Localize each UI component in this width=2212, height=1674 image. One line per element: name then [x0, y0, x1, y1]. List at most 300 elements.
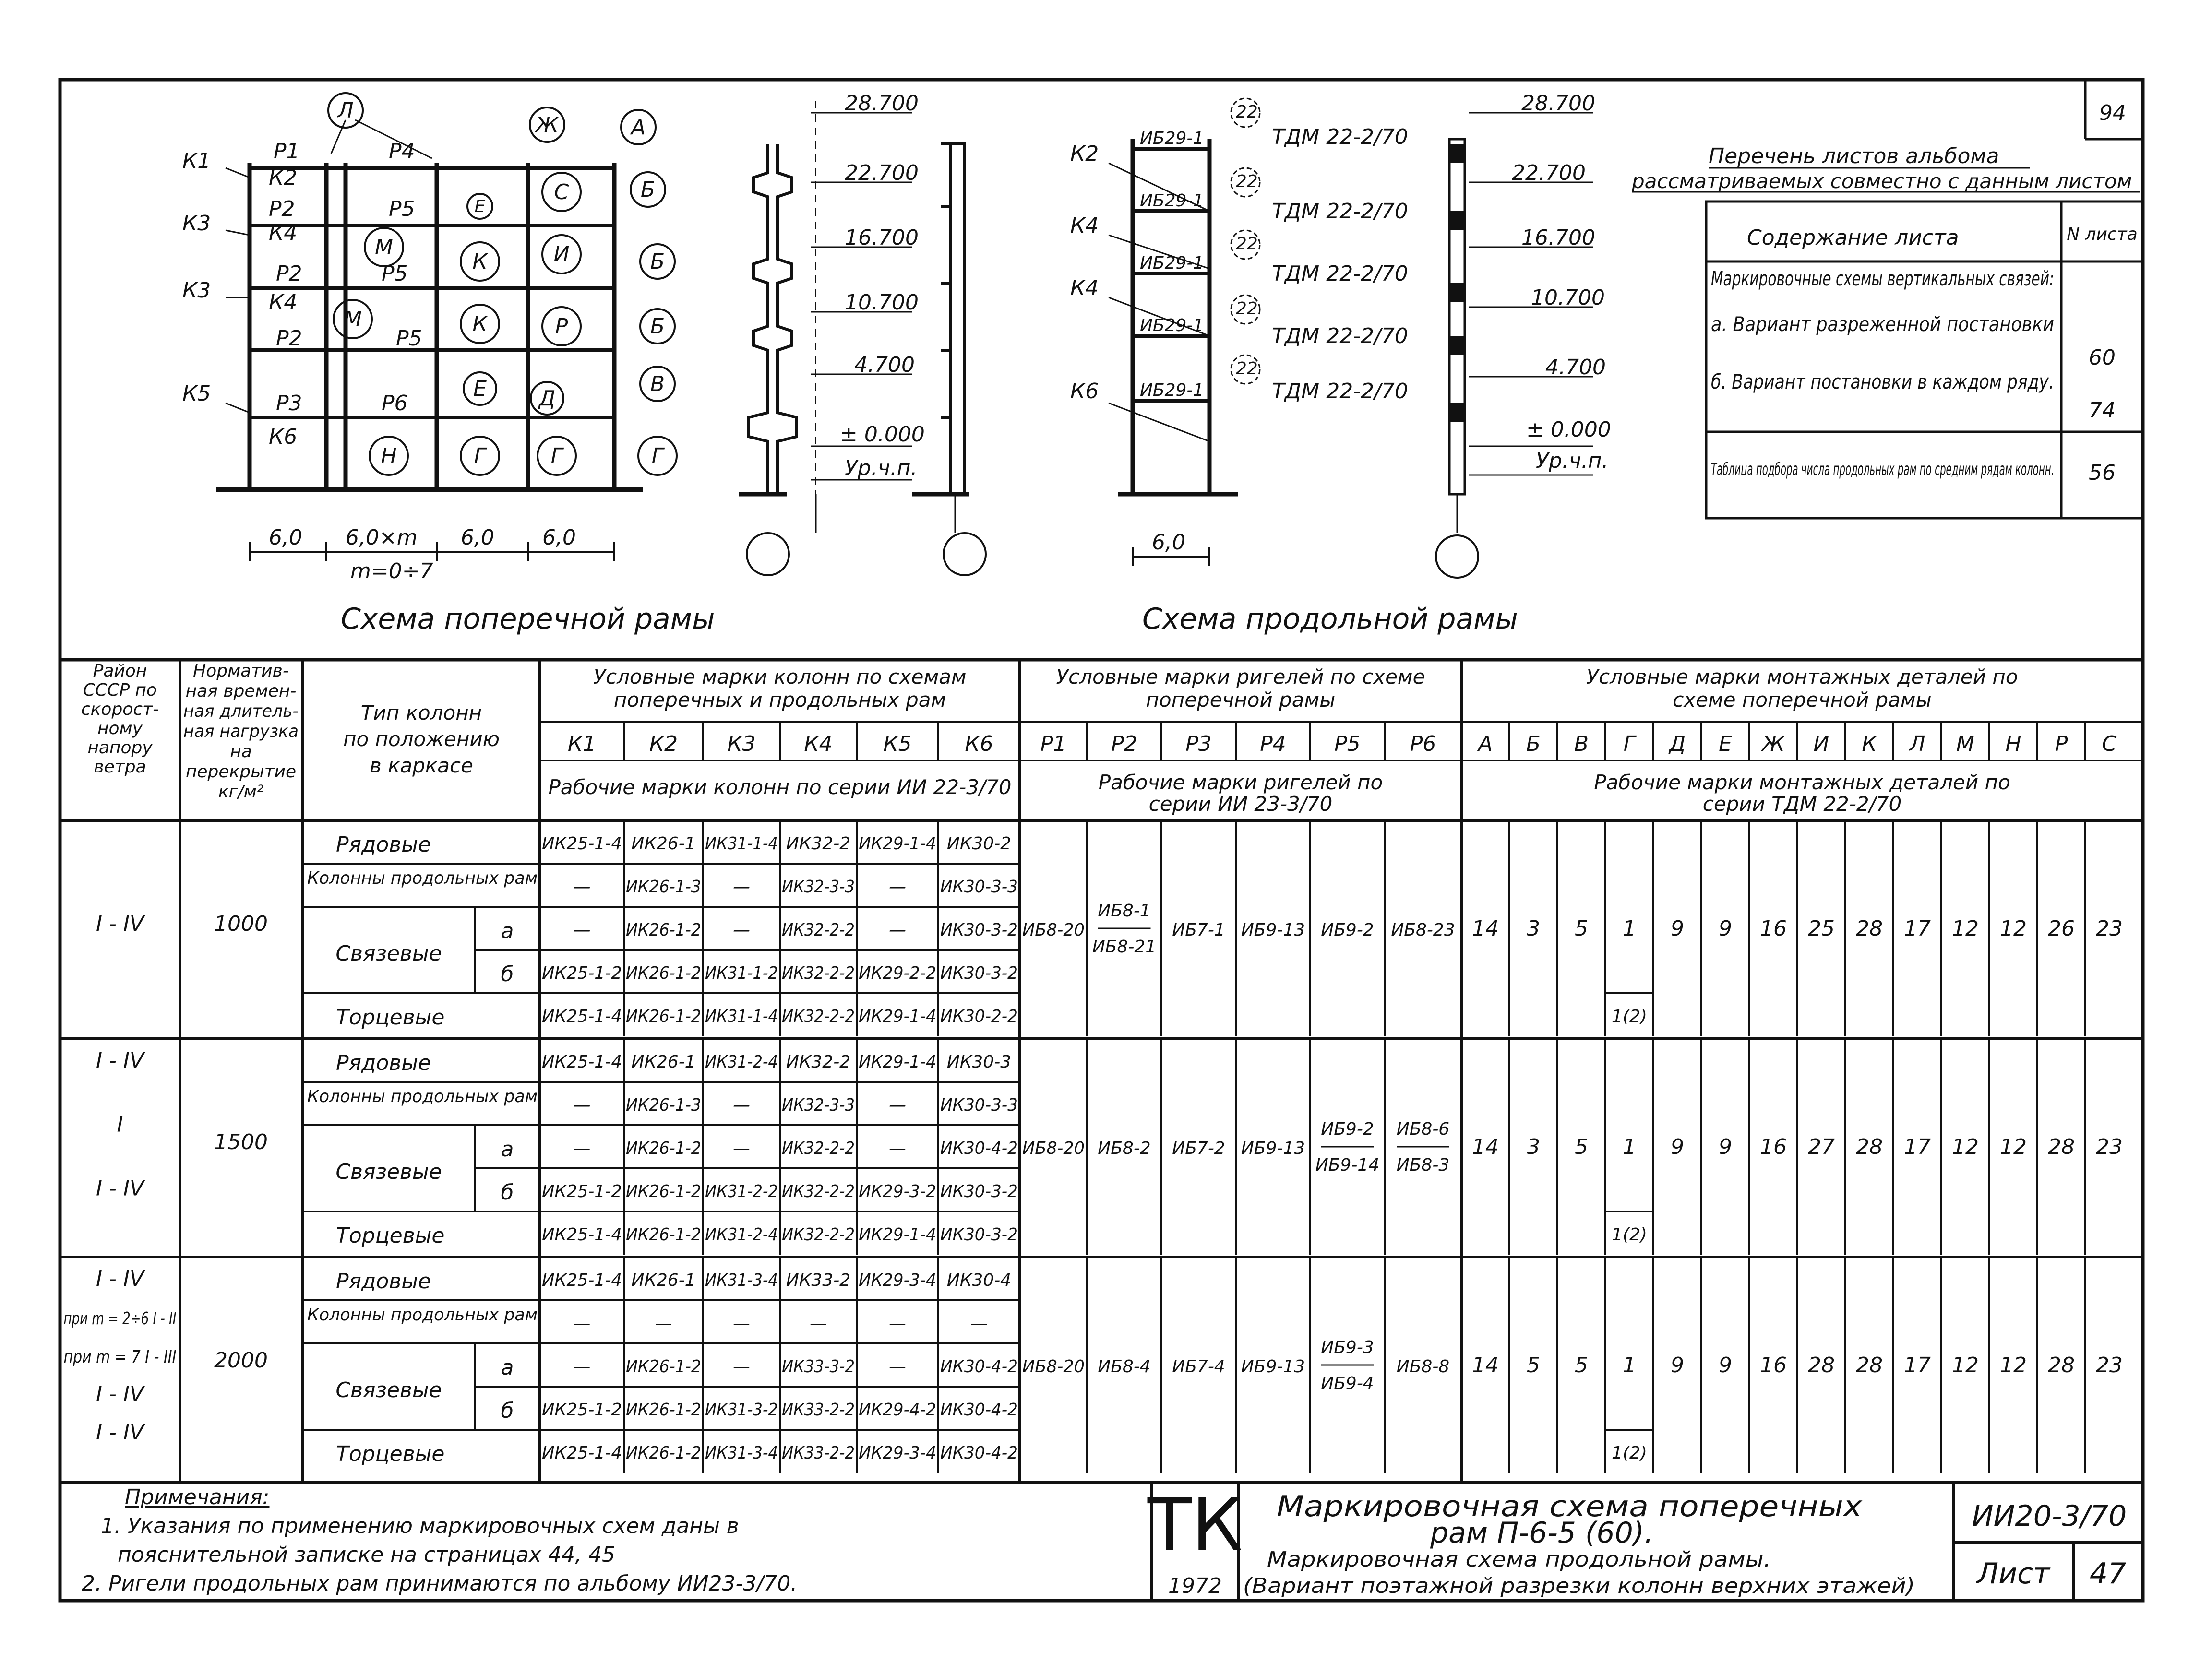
column-work-mark: ИК25-1-4	[542, 834, 622, 854]
type-sub-b: б	[501, 962, 514, 986]
column-work-mark: ИК25-1-4	[542, 1052, 622, 1072]
column-work-mark: ИК32-3-3	[782, 1095, 855, 1115]
long-beam-2: ИБ29-1	[1140, 191, 1204, 211]
detail-work-mark: 5	[1575, 1135, 1588, 1159]
level-28700: 28.700	[845, 91, 919, 116]
beam-label-p6: Р6	[382, 391, 408, 416]
node-m1: М	[375, 235, 393, 260]
column-work-mark: ИК31-1-4	[705, 1007, 778, 1026]
detail-mark: И	[1813, 732, 1829, 756]
column-label-k2: К2	[269, 166, 298, 190]
column-work-mark: —	[733, 877, 750, 897]
type-sub-b: б	[501, 1399, 514, 1423]
column-work-mark: ИК32-2-2	[782, 1139, 855, 1158]
wind-region: I - IV	[96, 1420, 144, 1445]
column-work-mark: ИК30-4-2	[940, 1357, 1018, 1377]
column-work-mark: —	[889, 1139, 906, 1158]
detail-work-mark: 12	[1952, 916, 1979, 941]
type-row-bracing: Связевые	[335, 1160, 442, 1184]
header-beam-work-marks: Рабочие марки ригелей по	[1098, 771, 1383, 794]
header-region: ветра	[94, 757, 146, 777]
title-line-4: (Вариант поэтажной разрезки колонн верхних этажей)	[1243, 1574, 1915, 1598]
detail-work-mark: 12	[2000, 1135, 2027, 1159]
column-work-mark: —	[733, 1357, 750, 1377]
node-zh: Ж	[536, 113, 559, 137]
tdm-num-5: 22	[1236, 359, 1258, 379]
detail-work-mark: 16	[1760, 916, 1787, 941]
tdm-label-4: ТДМ 22-2/70	[1272, 324, 1408, 348]
notes-title: Примечания:	[125, 1485, 270, 1509]
org-mark: ТК	[1147, 1484, 1243, 1567]
long-column-k4b: К4	[1070, 276, 1099, 300]
beam-work-mark: ИБ9-13	[1241, 1139, 1305, 1158]
node-k1: К	[472, 249, 488, 274]
column-work-mark: ИК31-2-4	[705, 1052, 778, 1072]
column-work-mark: ИК26-1-2	[626, 1139, 701, 1158]
column-work-mark: —	[573, 877, 591, 897]
header-region: Район	[93, 661, 147, 681]
long-level-28700: 28.700	[1521, 91, 1595, 116]
title-line-2: рам П-6-5 (60).	[1430, 1516, 1654, 1550]
node-r: Р	[555, 314, 568, 339]
column-work-mark: —	[889, 1314, 906, 1333]
beam-work-mark: ИБ8-21	[1092, 937, 1157, 957]
long-level-floor: Ур.ч.п.	[1536, 449, 1609, 473]
header-column-type: в каркасе	[370, 754, 473, 777]
beam-work-mark: ИБ9-2	[1321, 1119, 1374, 1139]
detail-work-mark: 28	[1856, 1135, 1883, 1159]
sheet-label: Лист	[1976, 1557, 2050, 1591]
long-column-k2: К2	[1070, 142, 1099, 166]
long-column-k6: К6	[1070, 379, 1099, 404]
beam-label-p5: Р5	[389, 197, 415, 221]
long-beam-5: ИБ29-1	[1140, 380, 1204, 400]
beam-work-mark: ИБ8-8	[1396, 1357, 1450, 1377]
longitudinal-caption: Схема продольной рамы	[1142, 602, 1518, 636]
node-v: В	[650, 372, 665, 396]
column-work-mark: ИК30-4-2	[940, 1443, 1018, 1463]
beam-work-mark: ИБ8-23	[1391, 920, 1455, 940]
wind-region: I - IV	[96, 1267, 144, 1291]
detail-work-mark: 14	[1472, 916, 1499, 941]
sheet-list-row-3: Таблица подбора числа продольных рам по средним рядам колонн.	[1711, 460, 2054, 479]
header-column-work-marks: Рабочие марки колонн по серии ИИ 22-3/70	[548, 775, 1012, 799]
detail-work-mark: 28	[2048, 1135, 2075, 1159]
beam-work-mark: ИБ9-2	[1321, 920, 1374, 940]
detail-work-mark: 12	[1952, 1353, 1979, 1377]
header-load: кг/м²	[218, 782, 264, 802]
detail-work-mark: 16	[1760, 1135, 1787, 1159]
detail-work-mark: 23	[2096, 916, 2123, 941]
node-e2: Е	[473, 377, 487, 401]
beam-label-p1: Р1	[274, 139, 300, 164]
header-detail-marks: схеме поперечной рамы	[1673, 688, 1932, 712]
header-load: ная времен-	[185, 681, 297, 701]
node-i: И	[553, 242, 570, 267]
column-work-mark: ИК33-2-2	[782, 1400, 855, 1420]
node-g3: Г	[651, 444, 664, 468]
detail-mark: В	[1574, 732, 1589, 756]
beam-label-p2b: Р2	[276, 261, 302, 286]
beam-label-p5c: Р5	[396, 326, 422, 351]
node-k2: К	[472, 312, 488, 336]
column-work-mark: ИК30-3-2	[940, 920, 1018, 940]
detail-mark: Г	[1623, 732, 1636, 756]
long-beam-3: ИБ29-1	[1140, 253, 1204, 273]
column-mark: К3	[727, 732, 756, 756]
column-work-mark: ИК29-1-4	[859, 1225, 936, 1245]
sheet-list-num-2: 74	[2089, 398, 2116, 423]
column-work-mark: —	[573, 1357, 591, 1377]
tdm-label-1: ТДМ 22-2/70	[1272, 125, 1408, 149]
column-mark: К5	[883, 732, 912, 756]
column-work-mark: ИК30-2	[946, 834, 1012, 854]
detail-mark: С	[2102, 732, 2117, 756]
note-1-cont: пояснительной записке на страницах 44, 45	[118, 1543, 615, 1567]
column-work-mark: ИК26-1	[631, 1270, 696, 1290]
type-sub-a: а	[501, 919, 514, 943]
type-row-ordinary: Рядовые	[336, 1051, 431, 1075]
detail-work-mark: 9	[1671, 1135, 1684, 1159]
column-work-mark: ИК32-2-2	[782, 920, 855, 940]
detail-mark: Ж	[1762, 732, 1785, 756]
column-work-mark: ИК30-3-3	[940, 877, 1018, 897]
detail-work-mark: 14	[1472, 1135, 1499, 1159]
node-g1: Г	[474, 444, 486, 468]
column-work-mark: ИК29-3-2	[859, 1182, 936, 1201]
beam-work-mark: ИБ7-1	[1172, 920, 1225, 940]
column-work-mark: ИК25-1-4	[542, 1270, 622, 1290]
corner-number: 94	[2099, 101, 2126, 125]
beam-work-mark: ИБ8-6	[1396, 1119, 1450, 1139]
sheet-list-row-1: а. Вариант разреженной постановки	[1711, 312, 2054, 336]
column-work-mark: —	[810, 1314, 827, 1333]
column-work-mark: ИК29-4-2	[859, 1400, 936, 1420]
header-detail-marks: Условные марки монтажных деталей по	[1586, 665, 2018, 689]
title-line-1: Маркировочная схема поперечных	[1277, 1490, 1863, 1523]
node-g2: Г	[550, 444, 563, 468]
detail-work-mark: 12	[2000, 916, 2027, 941]
column-work-mark: ИК29-1-4	[859, 1052, 936, 1072]
column-work-mark: ИК26-1-2	[626, 1225, 701, 1245]
beam-work-mark: ИБ8-2	[1098, 1139, 1151, 1158]
wind-region: I - IV	[96, 1176, 144, 1201]
wind-region: при m = 2÷6 I - II	[63, 1309, 177, 1329]
header-detail-work-marks: Рабочие марки монтажных деталей по	[1594, 771, 2010, 794]
detail-g-note: 1(2)	[1612, 1007, 1647, 1026]
sheet-number: 47	[2089, 1557, 2127, 1591]
detail-work-mark: 5	[1575, 1353, 1588, 1377]
node-d: Д	[538, 386, 556, 411]
header-column-type: по положению	[343, 727, 500, 751]
tdm-num-1: 22	[1236, 102, 1258, 122]
tdm-num-3: 22	[1236, 234, 1258, 254]
column-work-mark: ИК33-2	[786, 1270, 851, 1290]
detail-mark: К	[1862, 732, 1877, 756]
column-work-mark: ИК26-1-2	[626, 1400, 701, 1420]
detail-g-note: 1(2)	[1612, 1225, 1647, 1245]
beam-mark: Р3	[1185, 732, 1212, 756]
header-region: напору	[87, 738, 153, 758]
detail-work-mark: 9	[1719, 1353, 1732, 1377]
detail-work-mark: 1	[1623, 1135, 1636, 1159]
sheet-list-header-content: Содержание листа	[1747, 226, 1959, 250]
level-10700: 10.700	[845, 290, 919, 315]
column-work-mark: ИК26-1	[631, 1052, 696, 1072]
column-work-mark: ИК30-3-2	[940, 1182, 1018, 1201]
type-sub-a: а	[501, 1137, 514, 1162]
column-work-mark: —	[655, 1314, 672, 1333]
sheet-list-title-1: Перечень листов альбома	[1709, 144, 1999, 168]
detail-g-note: 1(2)	[1612, 1443, 1647, 1463]
column-work-mark: ИК31-2-4	[705, 1225, 778, 1245]
type-row-end: Торцевые	[336, 1442, 445, 1466]
column-joint-marks	[1449, 144, 1465, 422]
detail-work-mark: 1	[1623, 1353, 1636, 1377]
column-work-mark: ИК32-2	[786, 1052, 851, 1072]
title-line-3: Маркировочная схема продольной рамы.	[1267, 1547, 1771, 1572]
beam-work-mark: ИБ8-1	[1098, 901, 1151, 921]
long-beam-4: ИБ29-1	[1140, 316, 1204, 335]
detail-work-mark: 3	[1527, 1135, 1540, 1159]
column-work-mark: ИК29-1-4	[859, 834, 936, 854]
sheet-list-row-2: б. Вариант постановки в каждом ряду.	[1711, 370, 2054, 393]
header-beam-marks: поперечной рамы	[1146, 688, 1336, 712]
node-m2: М	[344, 307, 362, 332]
column-work-mark: ИК31-2-2	[705, 1182, 778, 1201]
column-work-mark: ИК26-1-2	[626, 963, 701, 983]
header-detail-work-marks: серии ТДМ 22-2/70	[1702, 792, 1902, 816]
type-row-ordinary: Рядовые	[336, 1269, 431, 1294]
type-row-bracing: Связевые	[335, 941, 442, 966]
detail-work-mark: 23	[2096, 1135, 2123, 1159]
detail-work-mark: 17	[1904, 1353, 1931, 1377]
detail-work-mark: 25	[1808, 916, 1835, 941]
column-work-mark: ИК31-1-4	[705, 834, 778, 854]
sheet-list-num-1: 60	[2089, 345, 2116, 370]
beam-mark: Р2	[1111, 732, 1137, 756]
header-beam-marks: Условные марки ригелей по схеме	[1056, 665, 1425, 689]
beam-label-p2c: Р2	[276, 326, 302, 351]
column-work-mark: ИК31-1-2	[705, 963, 778, 983]
type-row-longitudinal: Колонны продольных рам	[307, 1087, 538, 1106]
type-sub-b: б	[501, 1180, 514, 1205]
tdm-num-2: 22	[1236, 172, 1258, 191]
wind-region: I - IV	[96, 1048, 144, 1073]
column-label-k4b: К4	[269, 290, 298, 315]
sheet-list-header-num: N листа	[2067, 225, 2138, 244]
column-work-mark: —	[573, 1314, 591, 1333]
long-level-22700: 22.700	[1512, 161, 1586, 185]
column-work-mark: ИК30-3-2	[940, 1225, 1018, 1245]
dim-span-4: 6,0	[542, 525, 576, 550]
header-load: ная длитель-	[183, 701, 299, 721]
detail-work-mark: 9	[1719, 916, 1732, 941]
node-s: С	[554, 180, 569, 204]
beam-mark: Р4	[1260, 732, 1286, 756]
dim-span-3: 6,0	[461, 525, 494, 550]
wind-region: I - IV	[96, 912, 144, 936]
wind-region: при m = 7 I - III	[63, 1347, 177, 1367]
beam-work-mark: ИБ8-20	[1022, 1139, 1085, 1158]
type-sub-a: а	[501, 1355, 514, 1380]
long-column-k4: К4	[1070, 214, 1099, 238]
dim-span-1: 6,0	[269, 525, 302, 550]
detail-work-mark: 3	[1527, 916, 1540, 941]
column-work-mark: ИК32-2-2	[782, 1007, 855, 1026]
wind-region: I - IV	[96, 1382, 144, 1406]
beam-work-mark: ИБ9-4	[1321, 1374, 1374, 1393]
node-l: Л	[337, 98, 354, 123]
column-work-mark: ИК30-4-2	[940, 1139, 1018, 1158]
main-table-text	[64, 661, 2123, 1466]
beam-work-mark: ИБ9-13	[1241, 1357, 1305, 1377]
column-mark: К4	[804, 732, 833, 756]
level-22700: 22.700	[845, 161, 919, 185]
dim-span-2: 6,0×m	[346, 525, 418, 550]
beam-mark: Р6	[1410, 732, 1436, 756]
column-work-mark: ИК32-2	[786, 834, 851, 854]
column-work-mark: ИК30-4-2	[940, 1400, 1018, 1420]
detail-work-mark: 9	[1671, 916, 1684, 941]
sheet-list-title-2: рассматриваемых совместно с данным листом	[1632, 169, 2132, 193]
detail-work-mark: 14	[1472, 1353, 1499, 1377]
column-label-k5: К5	[182, 381, 211, 406]
column-work-mark: ИК33-3-2	[782, 1357, 855, 1377]
detail-mark: Б	[1526, 732, 1541, 756]
beam-label-p3: Р3	[276, 391, 302, 416]
detail-work-mark: 9	[1671, 1353, 1684, 1377]
detail-work-mark: 1	[1623, 916, 1636, 941]
beam-label-p5b: Р5	[382, 261, 408, 286]
tdm-label-2: ТДМ 22-2/70	[1272, 199, 1408, 224]
wind-region: I	[117, 1112, 123, 1137]
column-work-mark: ИК26-1	[631, 834, 696, 854]
level-4700: 4.700	[854, 353, 915, 377]
tdm-num-4: 22	[1236, 299, 1258, 319]
node-b1: Б	[640, 178, 656, 202]
header-load: на	[230, 742, 252, 761]
column-work-mark: ИК30-4	[946, 1270, 1012, 1290]
detail-mark: А	[1478, 732, 1493, 756]
detail-work-mark: 12	[1952, 1135, 1979, 1159]
column-label-k3: К3	[182, 211, 211, 236]
column-work-mark: ИК29-3-4	[859, 1443, 936, 1463]
dim-span-m: m=0÷7	[350, 559, 433, 583]
type-row-longitudinal: Колонны продольных рам	[307, 868, 538, 888]
detail-work-mark: 28	[1856, 1353, 1883, 1377]
column-work-mark: ИК29-2-2	[859, 963, 936, 983]
normative-load: 1000	[214, 912, 268, 936]
column-work-mark: —	[733, 1314, 750, 1333]
column-work-mark: ИК26-1-2	[626, 1182, 701, 1201]
type-row-end: Торцевые	[336, 1223, 445, 1248]
column-work-mark: ИК29-3-4	[859, 1270, 936, 1290]
column-mark: К2	[649, 732, 678, 756]
detail-mark: Л	[1909, 732, 1925, 756]
column-work-mark: —	[889, 920, 906, 940]
year: 1972	[1168, 1574, 1222, 1598]
column-work-mark: —	[733, 1095, 750, 1115]
column-work-mark: ИК31-3-4	[705, 1443, 778, 1463]
column-work-mark: ИК30-3	[946, 1052, 1012, 1072]
header-load: Норматив-	[193, 661, 289, 681]
column-work-mark: —	[889, 877, 906, 897]
note-2: 2. Ригели продольных рам принимаются по альбому ИИ23-3/70.	[82, 1571, 798, 1596]
node-b2: Б	[650, 249, 665, 274]
column-work-mark: ИК30-2-2	[940, 1007, 1018, 1026]
column-label-k4: К4	[269, 221, 298, 245]
long-level-0000: ± 0.000	[1526, 417, 1611, 442]
long-dim: 6,0	[1152, 530, 1185, 555]
transverse-caption: Схема поперечной рамы	[341, 602, 715, 636]
column-work-mark: ИК25-1-4	[542, 1443, 622, 1463]
type-row-longitudinal: Колонны продольных рам	[307, 1305, 538, 1325]
column-label-k1: К1	[182, 149, 211, 173]
node-e1: Е	[474, 197, 486, 216]
detail-work-mark: 5	[1527, 1353, 1540, 1377]
beam-work-mark: ИБ8-20	[1022, 920, 1085, 940]
column-work-mark: ИК25-1-2	[542, 1182, 622, 1201]
column-work-mark: ИК26-1-3	[626, 1095, 701, 1115]
column-mark: К1	[567, 732, 597, 756]
normative-load: 1500	[214, 1130, 268, 1154]
column-work-mark: ИК25-1-4	[542, 1225, 622, 1245]
tdm-label-3: ТДМ 22-2/70	[1272, 261, 1408, 286]
column-work-mark: ИК32-3-3	[782, 877, 855, 897]
column-work-mark: ИК25-1-4	[542, 1007, 622, 1026]
beam-label-p4: Р4	[389, 139, 415, 164]
beam-work-mark: ИБ9-3	[1321, 1338, 1374, 1357]
header-load: ная нагрузка	[183, 722, 299, 741]
type-row-end: Торцевые	[336, 1005, 445, 1030]
level-floor: Ур.ч.п.	[845, 456, 918, 480]
beam-work-mark: ИБ7-2	[1172, 1139, 1225, 1158]
detail-mark: Д	[1669, 732, 1686, 756]
column-work-mark: —	[573, 1095, 591, 1115]
column-label-k3b: К3	[182, 278, 211, 303]
column-work-mark: —	[889, 1095, 906, 1115]
detail-work-mark: 12	[2000, 1353, 2027, 1377]
header-load: перекрытие	[185, 762, 297, 782]
beam-label-p2: Р2	[269, 197, 295, 221]
long-beam-1: ИБ29-1	[1140, 129, 1204, 148]
header-column-marks: поперечных и продольных рам	[613, 688, 946, 712]
detail-work-mark: 17	[1904, 916, 1931, 941]
column-work-mark: ИК26-1-2	[626, 1357, 701, 1377]
beam-work-mark: ИБ8-20	[1022, 1357, 1085, 1377]
detail-work-mark: 9	[1719, 1135, 1732, 1159]
long-level-10700: 10.700	[1531, 285, 1605, 310]
column-work-mark: ИК33-2-2	[782, 1443, 855, 1463]
column-label-k6: К6	[269, 425, 298, 449]
node-a: А	[631, 115, 646, 140]
header-region: скорост-	[81, 700, 159, 719]
detail-work-mark: 27	[1808, 1135, 1835, 1159]
beam-work-mark: ИБ8-4	[1098, 1357, 1151, 1377]
column-work-mark: ИК25-1-2	[542, 963, 622, 983]
column-work-mark: —	[573, 1139, 591, 1158]
beam-work-mark: ИБ7-4	[1172, 1357, 1225, 1377]
beam-mark: Р5	[1334, 732, 1361, 756]
column-work-mark: ИК26-1-3	[626, 877, 701, 897]
detail-work-mark: 28	[1856, 916, 1883, 941]
column-work-mark: ИК26-1-2	[626, 1007, 701, 1026]
tdm-label-5: ТДМ 22-2/70	[1272, 379, 1408, 404]
sheet-list-num-3: 56	[2089, 461, 2116, 485]
header-column-type: Тип колонн	[360, 701, 482, 724]
detail-work-mark: 16	[1760, 1353, 1787, 1377]
